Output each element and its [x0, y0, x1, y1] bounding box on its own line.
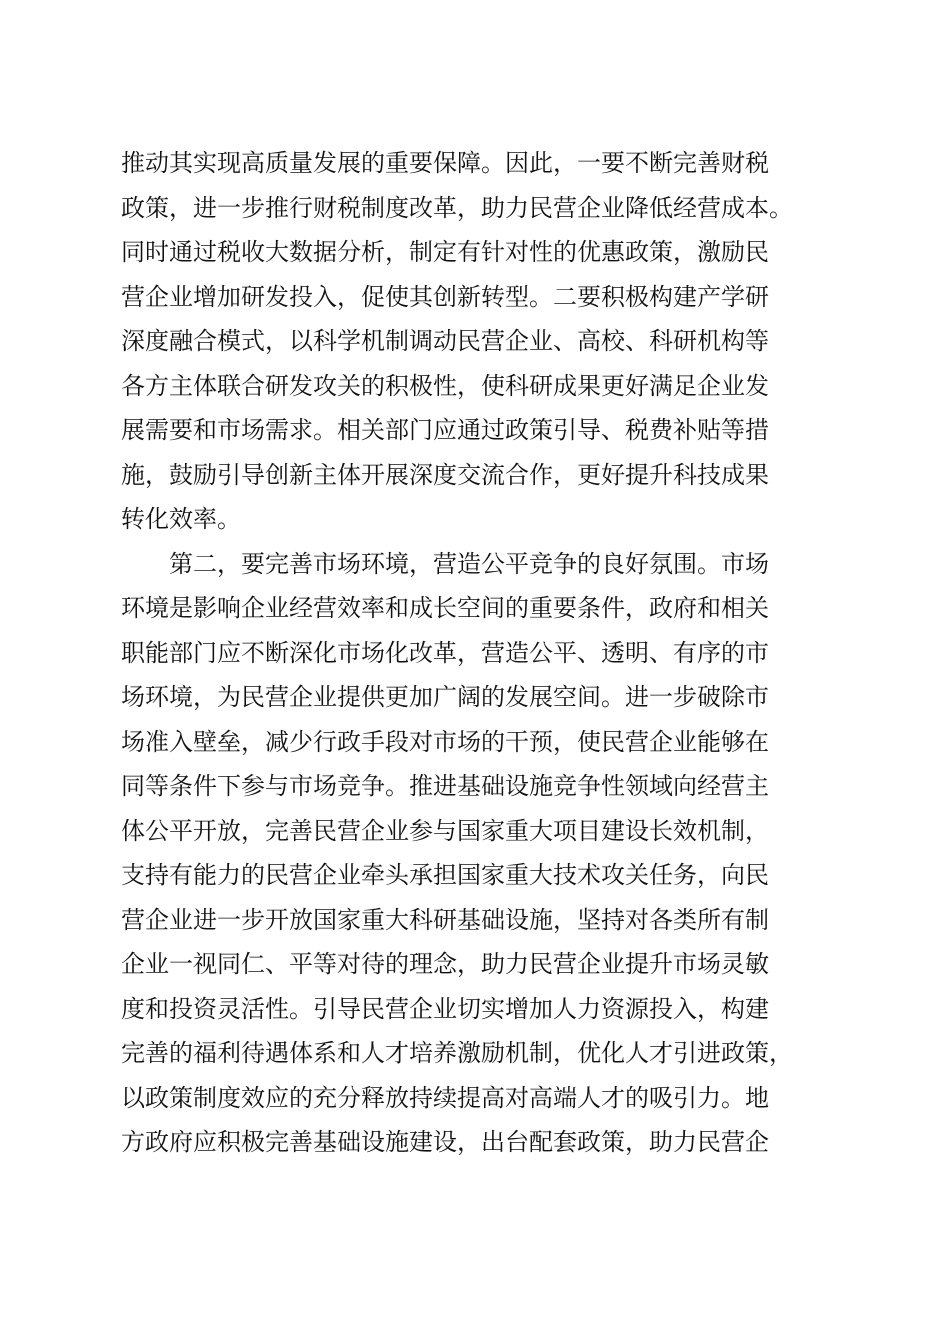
text-line: 营企业进一步开放国家重大科研基础设施，坚持对各类所有制 [121, 905, 769, 934]
text-line: 度和投资灵活性。引导民营企业切实增加人力资源投入，构建 [121, 994, 769, 1023]
text-line: 场环境，为民营企业提供更加广阔的发展空间。进一步破除市 [121, 683, 769, 711]
text-line: 营企业增加研发投入，促使其创新转型。二要积极构建产学研 [121, 282, 769, 311]
text-line: 转化效率。 [121, 505, 241, 533]
text-line: 同等条件下参与市场竞争。推进基础设施竞争性领域向经营主 [121, 772, 769, 800]
text-line: 同时通过税收大数据分析，制定有针对性的优惠政策，激励民 [121, 238, 769, 266]
text-line: 推动其实现高质量发展的重要保障。因此，一要不断完善财税 [121, 149, 769, 177]
paragraph-2 [121, 542, 833, 1165]
text-line: 企业一视同仁、平等对待的理念，助力民营企业提升市场灵敏 [121, 950, 769, 978]
text-line: 场准入壁垒，减少行政手段对市场的干预，使民营企业能够在 [121, 727, 769, 756]
text-line: 深度融合模式，以科学机制调动民营企业、高校、科研机构等 [121, 327, 769, 355]
text-line: 完善的福利待遇体系和人才培养激励机制，优化人才引进政策， [121, 1039, 793, 1067]
text-line: 以政策制度效应的充分释放持续提高对高端人才的吸引力。地 [121, 1083, 769, 1112]
document-body [121, 141, 833, 1165]
text-line: 施，鼓励引导创新主体开展深度交流合作，更好提升科技成果 [121, 460, 769, 489]
text-line: 各方主体联合研发攻关的积极性，使科研成果更好满足企业发 [121, 371, 769, 400]
text-line: 职能部门应不断深化市场化改革，营造公平、透明、有序的市 [121, 638, 769, 667]
text-line: 政策，进一步推行财税制度改革，助力民营企业降低经营成本。 [121, 193, 793, 222]
text-line: 方政府应积极完善基础设施建设，出台配套政策，助力民营企 [121, 1128, 769, 1156]
text-line: 第二，要完善市场环境，营造公平竞争的良好氛围。市场 [121, 549, 769, 578]
paragraph-1 [121, 141, 833, 542]
text-line: 支持有能力的民营企业牵头承担国家重大技术攻关任务，向民 [121, 861, 769, 889]
text-line: 环境是影响企业经营效率和成长空间的重要条件，政府和相关 [121, 594, 769, 622]
text-line: 展需要和市场需求。相关部门应通过政策引导、税费补贴等措 [121, 416, 769, 444]
text-line: 体公平开放，完善民营企业参与国家重大项目建设长效机制， [121, 816, 769, 845]
